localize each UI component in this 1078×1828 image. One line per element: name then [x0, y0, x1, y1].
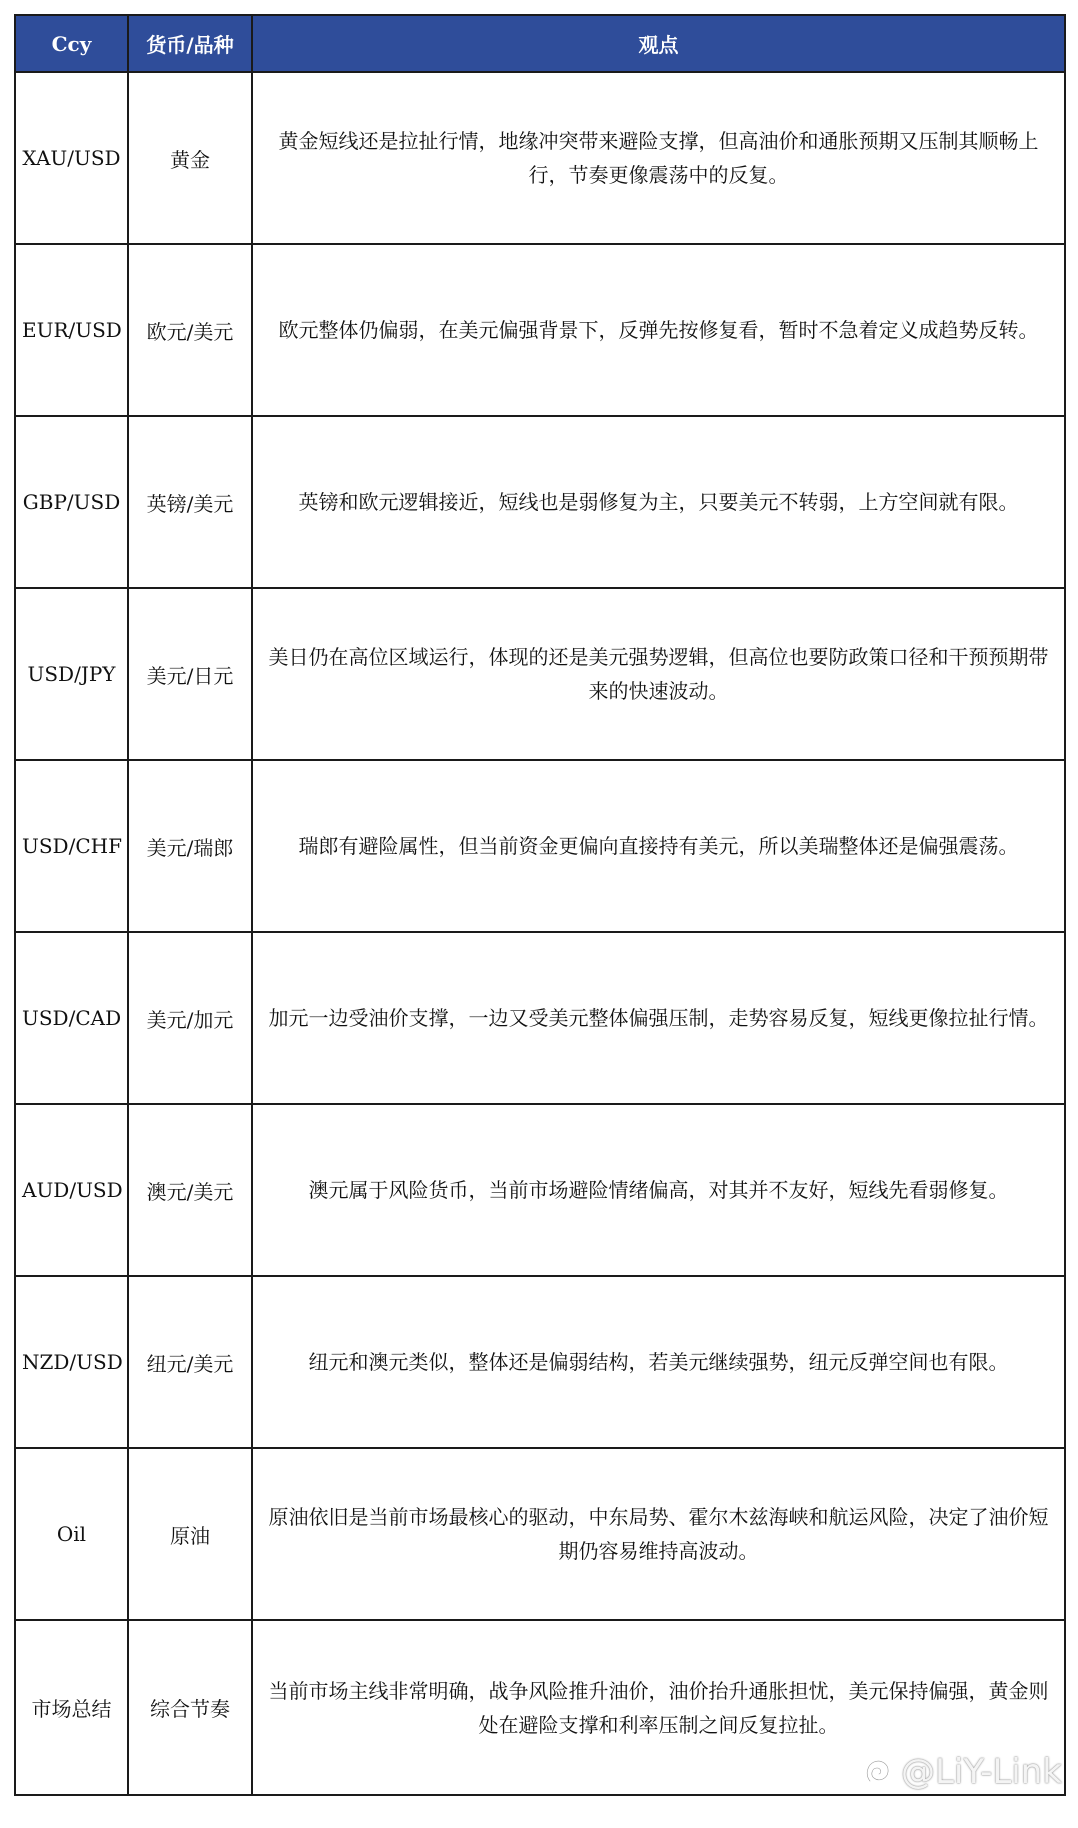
view-cell: 当前市场主线非常明确，战争风险推升油价，油价抬升通胀担忧，美元保持偏强，黄金则处在避险支撑和利率压制之间反复拉扯。 [252, 1620, 1065, 1795]
instrument-cell: 澳元/美元 [128, 1104, 252, 1276]
instrument-cell: 黄金 [128, 72, 252, 244]
instrument-cell: 原油 [128, 1448, 252, 1620]
ccy-cell: Oil [15, 1448, 128, 1620]
table-row [15, 416, 1065, 588]
ccy-cell: EUR/USD [15, 244, 128, 416]
instrument-cell: 美元/日元 [128, 588, 252, 760]
instrument-cell: 英镑/美元 [128, 416, 252, 588]
ccy-cell: USD/JPY [15, 588, 128, 760]
ccy-cell: 市场总结 [15, 1620, 128, 1795]
ccy-cell: USD/CAD [15, 932, 128, 1104]
table-row [15, 1448, 1065, 1620]
ccy-cell: NZD/USD [15, 1276, 128, 1448]
instrument-cell: 美元/瑞郎 [128, 760, 252, 932]
view-cell: 纽元和澳元类似，整体还是偏弱结构，若美元继续强势，纽元反弹空间也有限。 [252, 1276, 1065, 1448]
instrument-cell: 欧元/美元 [128, 244, 252, 416]
table-row [15, 1104, 1065, 1276]
view-cell: 欧元整体仍偏弱，在美元偏强背景下，反弹先按修复看，暂时不急着定义成趋势反转。 [252, 244, 1065, 416]
view-cell: 澳元属于风险货币，当前市场避险情绪偏高，对其并不友好，短线先看弱修复。 [252, 1104, 1065, 1276]
table-row [15, 932, 1065, 1104]
instrument-cell: 纽元/美元 [128, 1276, 252, 1448]
table-row [15, 1276, 1065, 1448]
view-cell: 瑞郎有避险属性，但当前资金更偏向直接持有美元，所以美瑞整体还是偏强震荡。 [252, 760, 1065, 932]
table-row [15, 244, 1065, 416]
table-row [15, 760, 1065, 932]
ccy-cell: GBP/USD [15, 416, 128, 588]
watermark-text: @LiY-Link [900, 1752, 1062, 1792]
market-view-table [14, 14, 1066, 1796]
view-cell: 加元一边受油价支撑，一边又受美元整体偏强压制，走势容易反复，短线更像拉扯行情。 [252, 932, 1065, 1104]
header-instrument: 货币/品种 [128, 15, 252, 72]
ccy-cell: AUD/USD [15, 1104, 128, 1276]
header-view: 观点 [252, 15, 1065, 72]
table-row [15, 1620, 1065, 1795]
header-ccy: Ccy [15, 15, 128, 72]
header-row [15, 15, 1065, 72]
ccy-cell: XAU/USD [15, 72, 128, 244]
ccy-cell: USD/CHF [15, 760, 128, 932]
view-cell: 黄金短线还是拉扯行情，地缘冲突带来避险支撑，但高油价和通胀预期又压制其顺畅上行，节奏更像震荡中的反复。 [252, 72, 1065, 244]
table-row [15, 72, 1065, 244]
instrument-cell: 美元/加元 [128, 932, 252, 1104]
view-cell: 美日仍在高位区域运行，体现的还是美元强势逻辑，但高位也要防政策口径和干预预期带来的快速波动。 [252, 588, 1065, 760]
table-row [15, 588, 1065, 760]
instrument-cell: 综合节奏 [128, 1620, 252, 1795]
view-cell: 原油依旧是当前市场最核心的驱动，中东局势、霍尔木兹海峡和航运风险，决定了油价短期仍容易维持高波动。 [252, 1448, 1065, 1620]
view-cell: 英镑和欧元逻辑接近，短线也是弱修复为主，只要美元不转弱，上方空间就有限。 [252, 416, 1065, 588]
